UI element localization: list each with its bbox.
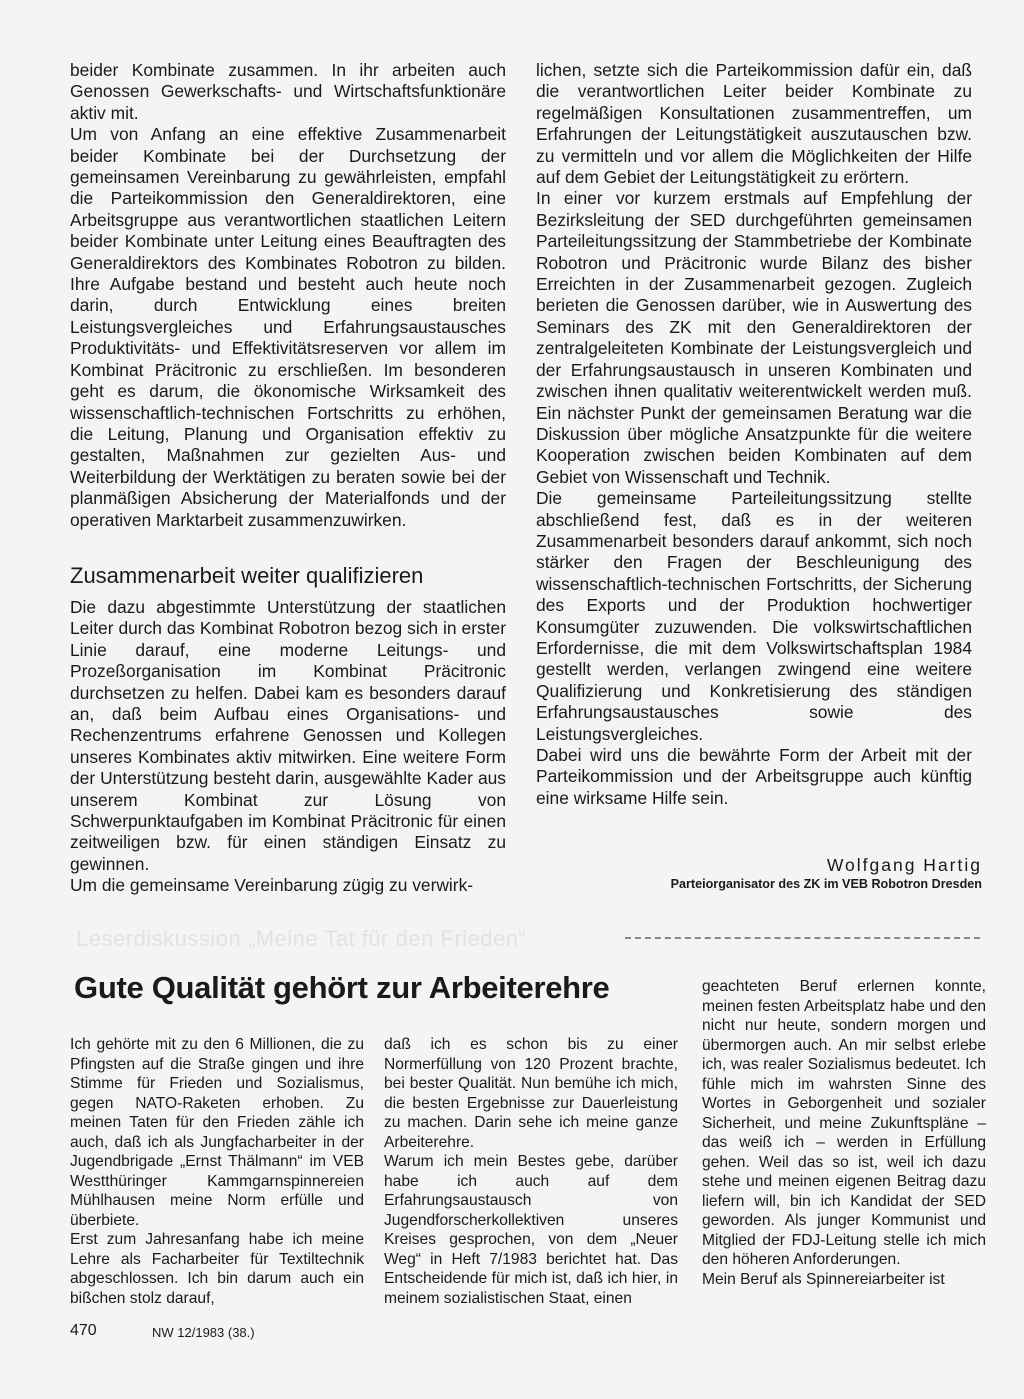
kicker-rule [625, 937, 980, 939]
paragraph: lichen, setzte sich die Parteikommission dafür ein, daß die verantwortlichen Leiter beider Kombinate zu regelmäßigen Konsultationen zusammentreffen, um Erfahrungen der Leitungstätigkeit auszutauschen bzw. zu vermitteln und vor allem die Möglichkeiten der Hilfe auf dem Gebiet der Leitungstätigkeit zu erörtern. [536, 60, 972, 188]
paragraph: Warum ich mein Bestes gebe, darüber habe ich auch auf dem Erfahrungsaustausch von Jugendforscherkollektiven unseres Kreises gesprochen, von dem „Neuer Weg“ in Heft 7/1983 berichtet hat. Das Entscheidende für mich ist, daß ich hier, in meinem sozialistischen Staat, einen [384, 1153, 678, 1307]
paragraph: Um die gemeinsame Vereinbarung zügig zu verwirk- [70, 875, 474, 896]
paragraph: In einer vor kurzem erstmals auf Empfehlung der Bezirksleitung der SED durchgeführten gemeinsamen Parteileitungssitzung der Stammbetriebe der Kombinate Robotron und Präcitronic wurde Bilanz des bisher Erreichten in der Zusammenarbeit gezogen. Zugleich berieten die Genossen darüber, wie in Auswertung des Seminars des ZK mit den Generaldirektoren der zentralgeleiteten Kombinate der Leistungsvergleich und der Erfahrungsaustausch in unseren Kombinaten und zwischen ihnen qualitativ weiterentwickelt werden muß. Ein nächster Punkt der gemeinsamen Beratung war die Diskussion über mögliche Ansatzpunkte für die weitere Kooperation zwischen beiden Kombinaten auf dem Gebiet von Wissenschaft und Technik. [536, 188, 972, 487]
article2-column-1 [70, 1035, 364, 1308]
paragraph: Um von Anfang an eine effektive Zusammenarbeit beider Kombinate bei der Durchsetzung der gemeinsamen Vereinbarung zu gewährleisten, empfahl die Parteikommission den Generaldirektoren, eine Arbeitsgruppe aus verantwortlichen staatlichen Leitern beider Kombinate unter Leitung eines Beauftragten des Generaldirektors des Kombinates Robotron zu bilden. Ihre Aufgabe bestand und besteht auch heute noch darin, durch Entwicklung eines breiten Leistungsvergleiches und Erfahrungsaustausches Produktivitäts- und Effektivitätsreserven vor allem im Kombinat Präcitronic zu erschließen. Im besonderen geht es darum, die ökonomische Wirksamkeit des wissenschaftlich-technischen Fortschritts zu erhöhen, die Leitung, Planung und Organisation effektiv zu gestalten, Maßnahmen zur gezielten Aus- und Weiterbildung der Werktätigen zu beraten sowie bei der planmäßigen Absicherung der Materialfonds und der operativen Marktarbeit zusammenzuwirken. [70, 124, 506, 530]
issue-label: NW 12/1983 (38.) [152, 1325, 255, 1340]
page-number: 470 [70, 1322, 97, 1339]
author-name: Wolfgang Hartig [826, 855, 982, 875]
paragraph: Mein Beruf als Spinnereiarbeiter ist [702, 1270, 945, 1288]
article-headline: Gute Qualität gehört zur Arbeiterehre [74, 970, 610, 1005]
paragraph: Die dazu abgestimmte Unterstützung der staatlichen Leiter durch das Kombinat Robotron bezog sich in erster Linie darauf, eine moderne Leitungs- und Prozeßorganisation im Kombinat Präcitronic durchsetzen zu helfen. Dabei kam es besonders darauf an, daß beim Aufbau eines Organisations- und Rechenzentrums erfahrene Genossen und Kollegen unseres Kombinates aktiv mitwirken. Eine weitere Form der Unterstützung besteht darin, ausgewählte Kader aus unserem Kombinat zur Lösung von Schwerpunktaufgaben im Kombinat Präcitronic für einen zeitweiligen bzw. für einen ständigen Einsatz zu gewinnen. [70, 596, 506, 874]
paragraph: Dabei wird uns die bewährte Form der Arbeit mit der Parteikommission und der Arbeitsgruppe auch künftig eine wirksame Hilfe sein. [536, 745, 972, 808]
article1-right-column [536, 60, 972, 809]
paragraph: geachteten Beruf erlernen konnte, meinen festen Arbeitsplatz habe und den nicht nur heute, sondern morgen und übermorgen auch. An mir selbst erlebe ich, was realer Sozialismus bedeutet. Ich fühle mich im wahrsten Sinne des Wortes in Geborgenheit und sozialer Sicherheit, und meine Zukunftspläne – das weiß ich – werden in Erfüllung gehen. Weil das so ist, weil ich dazu stehe und meinen eigenen Beitrag dazu liefern will, bin ich Kandidat der SED geworden. Als junger Kommunist und Mitglied der FDJ-Leitung stelle ich mich den höheren Anforderungen. [702, 978, 986, 1268]
section-subheading: Zusammenarbeit weiter qualifizieren [70, 563, 424, 588]
paragraph: daß ich es schon bis zu einer Normerfüllung von 120 Prozent brachte, bei bester Qualität. Nun bemühe ich mich, die besten Ergebnisse zur Dauerleistung zu machen. Darin sehe ich meine ganze Arbeiterehre. [384, 1036, 678, 1151]
article1-left-column [70, 60, 506, 897]
paragraph: Die gemeinsame Parteileitungssitzung stellte abschließend fest, daß es in der weiteren Zusammenarbeit besonders darauf ankommt, sich noch stärker den Fragen der Beschleunigung des wissenschaftlich-technischen Fortschritts, der Sicherung des Exports und der Produktion hochwertiger Konsumgüter zuzuwenden. Die volkswirtschaftlichen Erfordernisse, die mit dem Volkswirtschaftsplan 1984 gestellt werden, verlangen zwingend eine weitere Qualifizierung und Konkretisierung des ständigen Erfahrungsaustausches sowie des Leistungsvergleiches. [536, 488, 972, 744]
section-kicker: Leserdiskussion „Meine Tat für den Frieden“ [76, 926, 527, 951]
article2-column-2 [384, 1035, 678, 1308]
article2-column-3 [702, 977, 986, 1289]
paragraph: Ich gehörte mit zu den 6 Millionen, die zu Pfingsten auf die Straße gingen und ihre Stimme für Frieden und Sozialismus, gegen NATO-Raketen erhoben. Zu meinen Taten für den Frieden zähle ich auch, daß ich als Jungfacharbeiter in der Jugendbrigade „Ernst Thälmann“ im VEB Westthüringer Kammgarnspinnereien Mühlhausen meine Norm erfülle und überbiete. [70, 1036, 364, 1229]
author-role: Parteiorganisator des ZK im VEB Robotron Dresden [670, 877, 982, 891]
paragraph: beider Kombinate zusammen. In ihr arbeiten auch Genossen Gewerkschafts- und Wirtschaftsfunktionäre aktiv mit. [70, 60, 506, 123]
paragraph: Erst zum Jahresanfang habe ich meine Lehre als Facharbeiter für Textiltechnik abgeschlossen. Ich bin darum auch ein bißchen stolz darauf, [70, 1231, 364, 1307]
